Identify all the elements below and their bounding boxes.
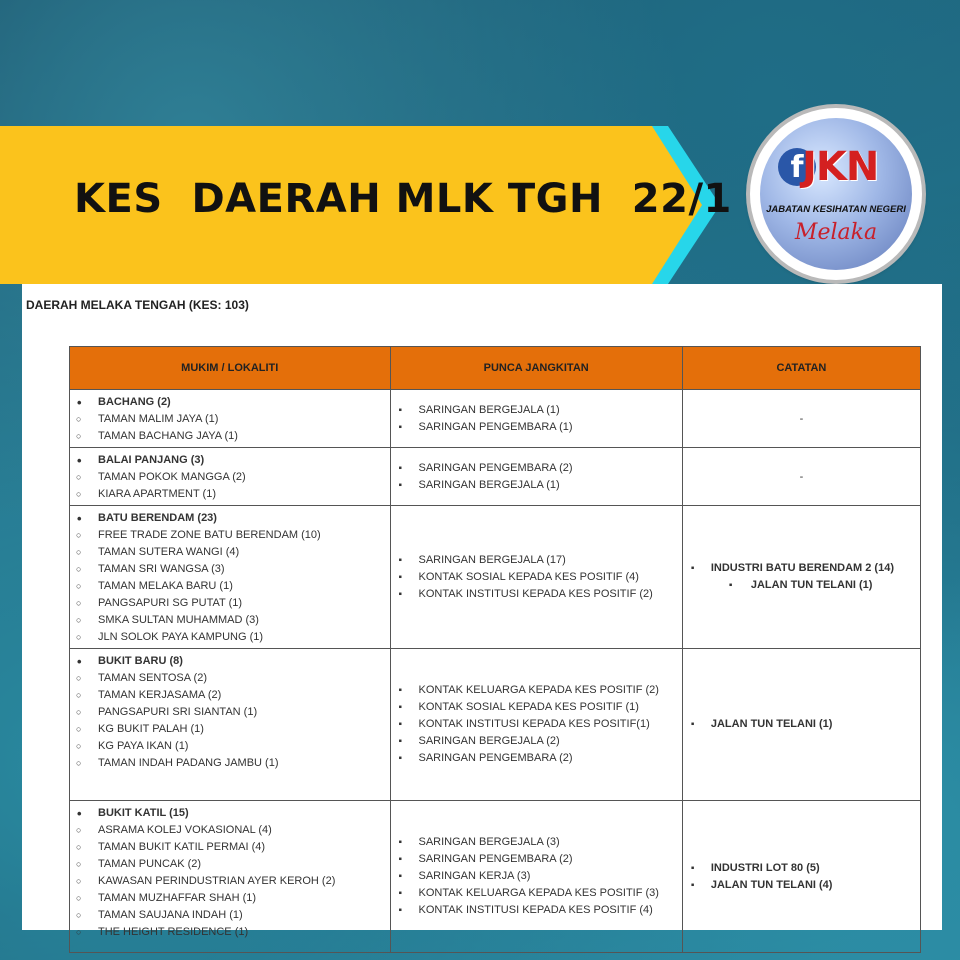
- cell-notes: [682, 506, 920, 649]
- table-row: [70, 506, 921, 649]
- cell-mukim: [70, 649, 391, 801]
- mukim-name: • BUKIT BARU (8): [76, 653, 384, 670]
- logo-subtitle: JABATAN KESIHATAN NEGERI: [766, 204, 906, 215]
- mukim-name: • BATU BERENDAM (23): [76, 510, 384, 527]
- source-item: ▪ SARINGAN BERGEJALA (1): [397, 477, 676, 494]
- table-row: [70, 649, 921, 801]
- table-header-row: [70, 347, 921, 390]
- case-table: [69, 346, 921, 953]
- locality-item: ○ TAMAN PUNCAK (2): [76, 856, 384, 873]
- locality-item: ○ TAMAN MELAKA BARU (1): [76, 578, 384, 595]
- locality-item: ○ TAMAN BUKIT KATIL PERMAI (4): [76, 839, 384, 856]
- locality-item: ○ FREE TRADE ZONE BATU BERENDAM (10): [76, 527, 384, 544]
- cell-mukim: [70, 801, 391, 953]
- case-document: [22, 284, 942, 938]
- source-item: ▪ SARINGAN BERGEJALA (1): [397, 402, 676, 419]
- cell-source: [390, 448, 682, 506]
- locality-item: ○ TAMAN SUTERA WANGI (4): [76, 544, 384, 561]
- notes-empty-dash: -: [799, 412, 804, 425]
- source-item: ▪ SARINGAN KERJA (3): [397, 868, 676, 885]
- mukim-name: • BUKIT KATIL (15): [76, 805, 384, 822]
- logo-globe: [760, 118, 912, 270]
- note-item: ▪ JALAN TUN TELANI (1): [689, 577, 914, 594]
- cell-source: [390, 390, 682, 448]
- source-item: ▪ SARINGAN BERGEJALA (3): [397, 834, 676, 851]
- locality-item: ○ TAMAN KERJASAMA (2): [76, 687, 384, 704]
- cell-notes: [682, 801, 920, 953]
- column-header-notes: CATATAN: [682, 347, 920, 390]
- source-item: ▪ SARINGAN PENGEMBARA (1): [397, 419, 676, 436]
- locality-item: ○ JLN SOLOK PAYA KAMPUNG (1): [76, 629, 384, 646]
- logo-script: Melaka: [794, 220, 878, 245]
- locality-item: ○ TAMAN BACHANG JAYA (1): [76, 428, 384, 445]
- locality-item: ○ THE HEIGHT RESIDENCE (1): [76, 924, 384, 941]
- notes-empty-dash: -: [799, 470, 804, 483]
- locality-item: ○ KAWASAN PERINDUSTRIAN AYER KEROH (2): [76, 873, 384, 890]
- source-item: ▪ KONTAK SOSIAL KEPADA KES POSITIF (4): [397, 569, 676, 586]
- source-item: ▪ SARINGAN BERGEJALA (2): [397, 733, 676, 750]
- column-header-source: PUNCA JANGKITAN: [390, 347, 682, 390]
- banner-title: KES DAERAH MLK TGH 22/1: [74, 176, 732, 222]
- document-heading: DAERAH MELAKA TENGAH (KES: 103): [26, 298, 249, 312]
- locality-item: ○ TAMAN SRI WANGSA (3): [76, 561, 384, 578]
- locality-item: ○ PANGSAPURI SRI SIANTAN (1): [76, 704, 384, 721]
- source-item: ▪ KONTAK KELUARGA KEPADA KES POSITIF (3): [397, 885, 676, 902]
- mukim-name: • BALAI PANJANG (3): [76, 452, 384, 469]
- logo-brand: JKN: [802, 144, 879, 190]
- locality-item: ○ TAMAN SENTOSA (2): [76, 670, 384, 687]
- source-item: ▪ KONTAK SOSIAL KEPADA KES POSITIF (1): [397, 699, 676, 716]
- source-item: ▪ SARINGAN PENGEMBARA (2): [397, 460, 676, 477]
- cell-mukim: [70, 390, 391, 448]
- locality-item: ○ KIARA APARTMENT (1): [76, 486, 384, 503]
- locality-item: ○ TAMAN SAUJANA INDAH (1): [76, 907, 384, 924]
- locality-item: ○ ASRAMA KOLEJ VOKASIONAL (4): [76, 822, 384, 839]
- mukim-name: • BACHANG (2): [76, 394, 384, 411]
- locality-item: ○ TAMAN MUZHAFFAR SHAH (1): [76, 890, 384, 907]
- cell-notes: [682, 390, 920, 448]
- source-item: ▪ KONTAK INSTITUSI KEPADA KES POSITIF (2): [397, 586, 676, 603]
- locality-item: ○ TAMAN MALIM JAYA (1): [76, 411, 384, 428]
- cell-source: [390, 506, 682, 649]
- table-row: [70, 801, 921, 953]
- source-item: ▪ KONTAK INSTITUSI KEPADA KES POSITIF(1): [397, 716, 676, 733]
- note-item: ▪ INDUSTRI BATU BERENDAM 2 (14): [689, 560, 914, 577]
- table-row: [70, 390, 921, 448]
- jkn-logo: [750, 108, 922, 280]
- locality-item: ○ TAMAN INDAH PADANG JAMBU (1): [76, 755, 384, 772]
- locality-item: ○ PANGSAPURI SG PUTAT (1): [76, 595, 384, 612]
- source-item: ▪ SARINGAN BERGEJALA (17): [397, 552, 676, 569]
- column-header-mukim: MUKIM / LOKALITI: [70, 347, 391, 390]
- cell-source: [390, 801, 682, 953]
- note-item: ▪ JALAN TUN TELANI (1): [689, 716, 914, 733]
- cell-notes: [682, 649, 920, 801]
- cell-mukim: [70, 448, 391, 506]
- source-item: ▪ SARINGAN PENGEMBARA (2): [397, 851, 676, 868]
- cell-mukim: [70, 506, 391, 649]
- note-item: ▪ JALAN TUN TELANI (4): [689, 877, 914, 894]
- cell-notes: [682, 448, 920, 506]
- table-row: [70, 448, 921, 506]
- source-item: ▪ KONTAK INSTITUSI KEPADA KES POSITIF (4): [397, 902, 676, 919]
- source-item: ▪ KONTAK KELUARGA KEPADA KES POSITIF (2): [397, 682, 676, 699]
- locality-item: ○ KG PAYA IKAN (1): [76, 738, 384, 755]
- facebook-f-icon: f: [778, 148, 816, 186]
- note-item: ▪ INDUSTRI LOT 80 (5): [689, 860, 914, 877]
- locality-item: ○ KG BUKIT PALAH (1): [76, 721, 384, 738]
- source-item: ▪ SARINGAN PENGEMBARA (2): [397, 750, 676, 767]
- locality-item: ○ TAMAN POKOK MANGGA (2): [76, 469, 384, 486]
- locality-item: ○ SMKA SULTAN MUHAMMAD (3): [76, 612, 384, 629]
- cell-source: [390, 649, 682, 801]
